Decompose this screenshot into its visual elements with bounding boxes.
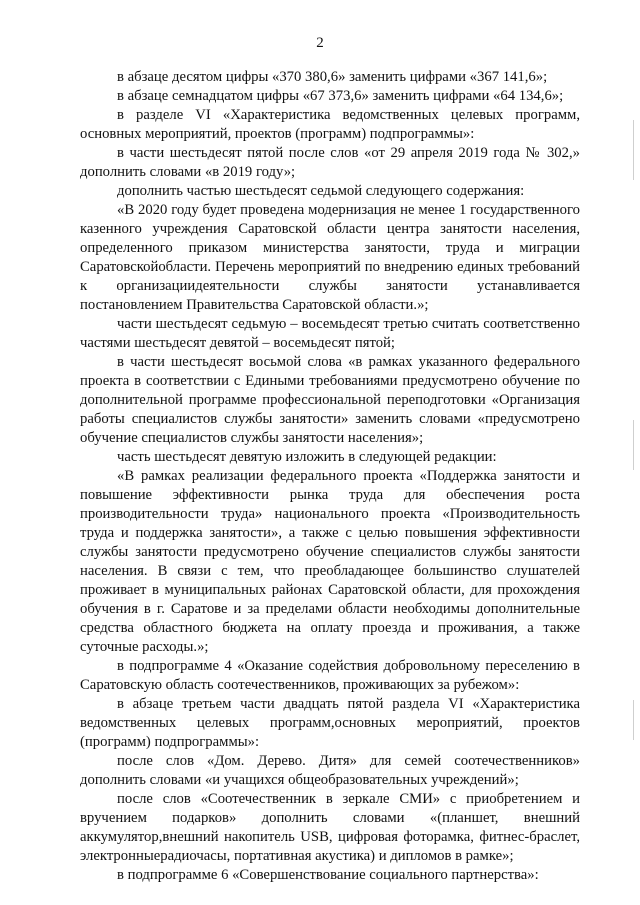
paragraph: в части шестьдесят пятой после слов «от 29 апреля 2019 года № 302,» дополнить словами «в 2019 году»; — [80, 145, 580, 180]
paragraph: после слов «Дом. Дерево. Дитя» для семей соотечественников» дополнить словами «и учащихся общеобразовательных учреждений»; — [80, 753, 580, 788]
scan-edge-mark — [633, 120, 634, 180]
scan-edge-mark — [633, 700, 634, 740]
scan-edge-mark — [633, 420, 634, 470]
paragraph: в подпрограмме 4 «Оказание содействия добровольному переселению в Саратовскую область соотечественников, проживающих за рубежом»: — [80, 658, 580, 693]
paragraph: в подпрограмме 6 «Совершенствование социального партнерства»: — [117, 867, 539, 883]
paragraph: часть шестьдесят девятую изложить в следующей редакции: — [117, 449, 497, 465]
paragraph: в части шестьдесят восьмой слова «в рамках указанного федерального проекта в соответствии с Едиными требованиями предусмотрено обучение по дополнительной программе профессиональной переподготовки «Организация работы специалистов службы занятости» заменить словами «предусмотрено обучение специалистов службы занятости населения»; — [80, 354, 580, 446]
paragraph: части шестьдесят седьмую – восемьдесят третью считать соответственно частями шестьдесят девятой – восемьдесят пятой; — [80, 316, 580, 351]
paragraph: в разделе VI «Характеристика ведомственных целевых программ, основных мероприятий, проектов (программ) подпрограммы»: — [80, 107, 580, 142]
paragraph: в абзаце десятом цифры «370 380,6» заменить цифрами «367 141,6»; — [117, 69, 548, 85]
page-number: 2 — [316, 35, 324, 51]
paragraph: «В 2020 году будет проведена модернизация не менее 1 государственного казенного учреждения Саратовской области центра занятости населения, определенного приказом министерства занятости, труда и миграции Саратовскойобласти. Перечень мероприятий по внедрению единых требований к организациидеятельности службы занятости устанавливается постановлением Правительства Саратовской области.»; — [80, 202, 580, 313]
paragraph: в абзаце семнадцатом цифры «67 373,6» заменить цифрами «64 134,6»; — [117, 88, 564, 104]
paragraph: после слов «Соотечественник в зеркале СМИ» с приобретением и вручением подарков» дополнить словами «(планшет, внешний аккумулятор,внешний накопитель USB, цифровая фоторамка, фитнес-браслет, электронныерадиочасы, портативная акустика) и дипломов в рамке»; — [80, 791, 580, 864]
document-body — [80, 68, 580, 885]
paragraph: дополнить частью шестьдесят седьмой следующего содержания: — [117, 183, 525, 199]
paragraph: в абзаце третьем части двадцать пятой раздела VI «Характеристика ведомственных целевых программ,основных мероприятий, проектов (программ) подпрограммы»: — [80, 696, 580, 750]
paragraph: «В рамках реализации федерального проекта «Поддержка занятости и повышение эффективности рынка труда для обеспечения роста производительности труда» национального проекта «Производительность труда и поддержка занятости», а также с целью повышения эффективности службы занятости предусмотрено обучение специалистов службы занятости населения. В связи с тем, что преобладающее большинство слушателей проживает в муниципальных районах Саратовской области, для прохождения обучения в г. Саратове и за пределами области необходимы дополнительные средства областного бюджета на оплату проезда и проживания, а также суточные расходы.»; — [80, 468, 580, 655]
